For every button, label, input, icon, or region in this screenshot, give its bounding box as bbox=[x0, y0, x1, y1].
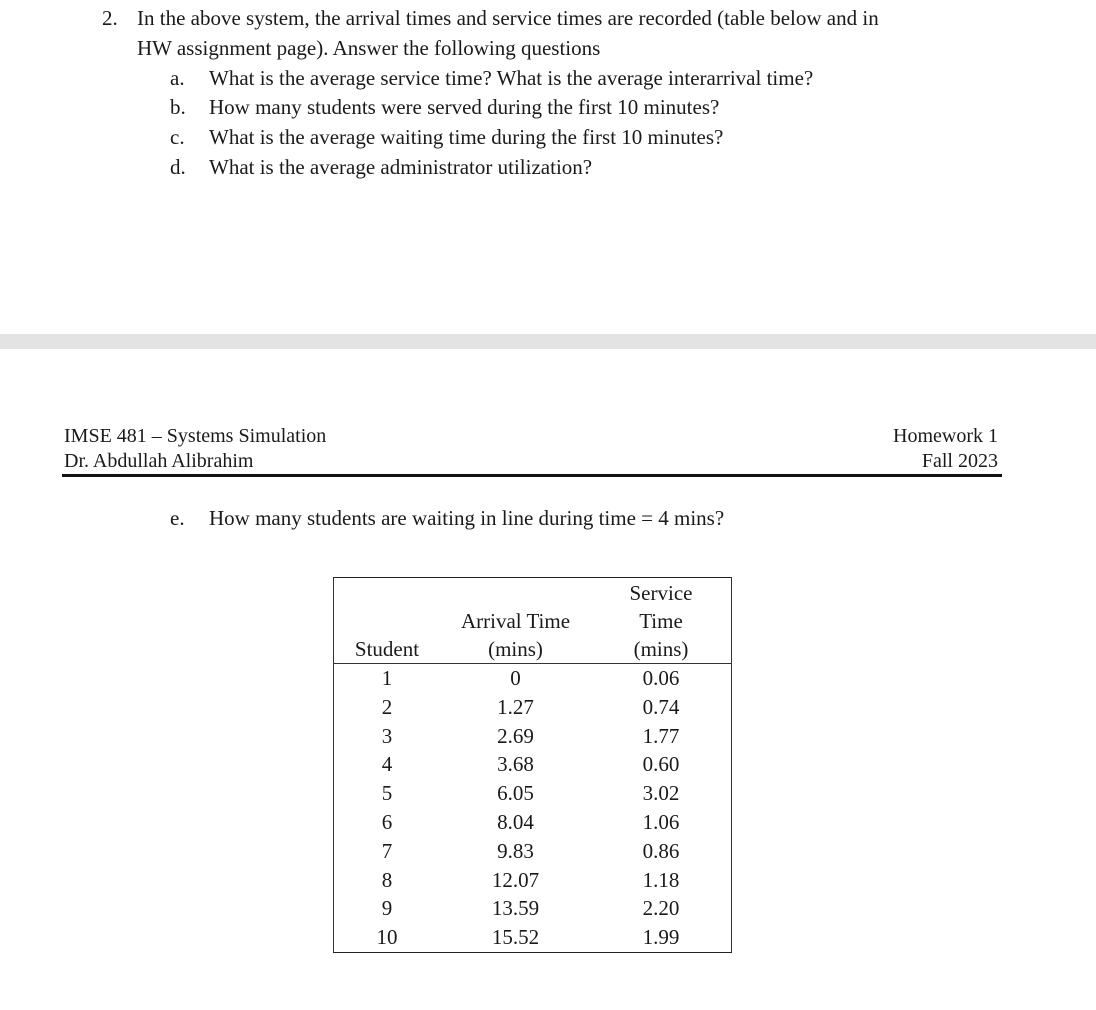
arrival-cell: 9.83 bbox=[497, 838, 534, 863]
term-label: Fall 2023 bbox=[921, 450, 998, 472]
student-cell: 8 bbox=[381, 867, 393, 892]
student-column-header bbox=[334, 578, 441, 664]
header-label: Student bbox=[354, 637, 420, 661]
table-row bbox=[334, 779, 732, 808]
subquestion-letter: e. bbox=[170, 506, 185, 530]
arrival-cell: 13.59 bbox=[491, 896, 540, 921]
subquestion-letter: c. bbox=[170, 125, 185, 149]
question-text-line1: In the above system, the arrival times and service times are recorded (table below and in bbox=[137, 6, 879, 30]
arrival-cell: 6.05 bbox=[497, 781, 534, 806]
service-cell: 1.18 bbox=[642, 867, 680, 892]
service-cell: 2.20 bbox=[642, 896, 680, 921]
student-cell: 2 bbox=[381, 694, 393, 719]
arrival-cell: 15.52 bbox=[491, 925, 540, 950]
arrival-service-table bbox=[333, 577, 732, 953]
service-cell: 0.60 bbox=[642, 752, 680, 777]
header-label: Time bbox=[639, 609, 683, 633]
subquestion-text: How many students are waiting in line during time = 4 mins? bbox=[209, 506, 725, 530]
service-cell: 3.02 bbox=[642, 781, 680, 806]
service-cell: 0.06 bbox=[642, 666, 680, 690]
instructor-name: Dr. Abdullah Alibrahim bbox=[64, 450, 254, 472]
student-cell: 1 bbox=[381, 666, 393, 690]
assignment-title: Homework 1 bbox=[893, 425, 998, 447]
header-label: Arrival Time bbox=[460, 609, 571, 633]
table-row bbox=[334, 923, 732, 952]
student-cell: 4 bbox=[381, 752, 393, 777]
table-row bbox=[334, 837, 732, 866]
arrival-cell: 2.69 bbox=[497, 723, 534, 748]
arrival-cell: 1.27 bbox=[497, 694, 534, 719]
page-break-divider bbox=[0, 334, 1096, 349]
table-row bbox=[334, 664, 732, 693]
subquestion-text: How many students were served during the first 10 minutes? bbox=[209, 95, 720, 119]
subquestion-letter: a. bbox=[170, 66, 185, 90]
table-row bbox=[334, 693, 732, 722]
header-unit: (mins) bbox=[488, 637, 543, 661]
service-cell: 1.77 bbox=[642, 723, 680, 748]
arrival-cell: 3.68 bbox=[497, 752, 534, 777]
student-cell: 3 bbox=[381, 723, 393, 748]
subquestion-letter: d. bbox=[170, 155, 186, 179]
service-cell: 1.06 bbox=[642, 809, 680, 834]
subquestion-text: What is the average service time? What is the average interarrival time? bbox=[209, 66, 814, 90]
subquestion-text: What is the average administrator utilization? bbox=[209, 155, 593, 179]
arrival-column-header bbox=[440, 578, 591, 664]
student-cell: 5 bbox=[381, 781, 393, 806]
table-row bbox=[334, 866, 732, 895]
table-row bbox=[334, 808, 732, 837]
header-rule bbox=[62, 474, 1002, 477]
subquestion-text: What is the average waiting time during the first 10 minutes? bbox=[209, 125, 724, 149]
question-number: 2. bbox=[102, 6, 118, 30]
course-title: IMSE 481 – Systems Simulation bbox=[64, 425, 327, 447]
header-label: Service bbox=[629, 581, 693, 605]
header-unit: (mins) bbox=[633, 637, 689, 661]
table-row bbox=[334, 750, 732, 779]
student-cell: 6 bbox=[381, 809, 393, 834]
service-cell: 0.86 bbox=[642, 838, 680, 863]
table-row bbox=[334, 722, 732, 751]
service-column-header bbox=[591, 578, 732, 664]
student-cell: 9 bbox=[381, 896, 393, 921]
arrival-cell: 8.04 bbox=[497, 809, 534, 834]
question-text-line2: HW assignment page). Answer the following questions bbox=[137, 36, 601, 60]
subquestion-letter: b. bbox=[170, 95, 186, 119]
student-cell: 7 bbox=[381, 838, 393, 863]
arrival-cell: 12.07 bbox=[491, 867, 540, 892]
table-header-row bbox=[334, 578, 732, 664]
arrival-cell: 0 bbox=[510, 666, 521, 690]
service-cell: 1.99 bbox=[642, 925, 680, 950]
student-cell: 10 bbox=[376, 925, 398, 950]
service-cell: 0.74 bbox=[642, 694, 680, 719]
table-row bbox=[334, 894, 732, 923]
